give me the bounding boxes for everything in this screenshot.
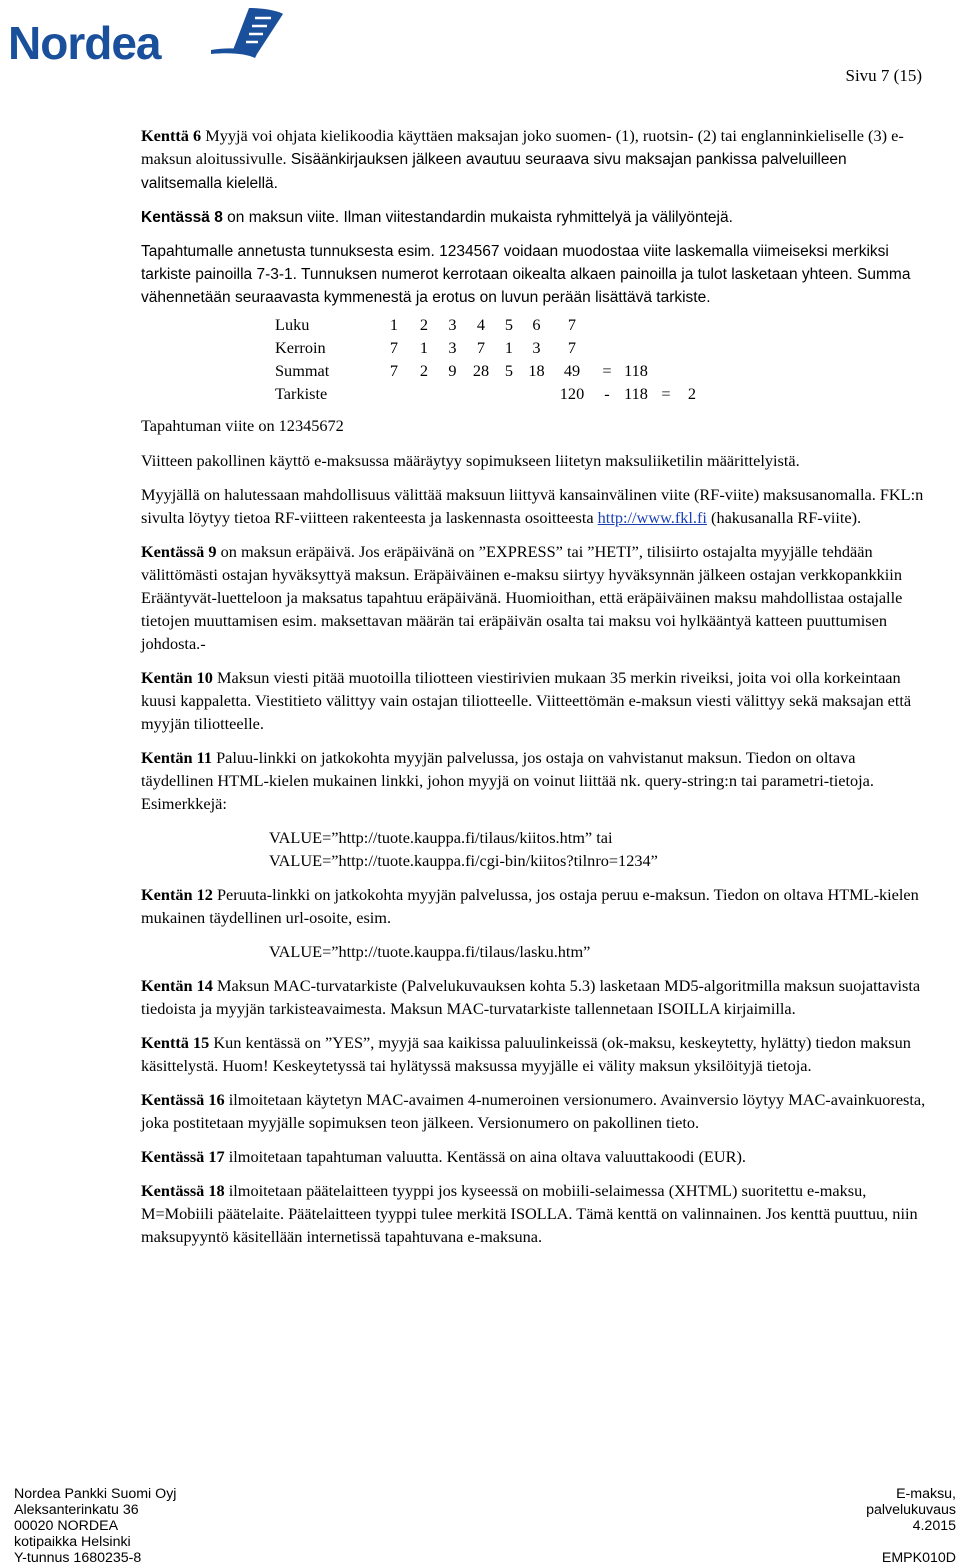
footer-line: 00020 NORDEA [14, 1518, 119, 1534]
field-lead: Kenttä 6 [141, 126, 202, 145]
table-cell: 9 [448, 361, 457, 380]
nordea-sail-icon [211, 6, 283, 62]
paragraph-kentta-6 [141, 124, 931, 195]
paragraph-text: Myyjällä on halutessaan mahdollisuus välittää maksuun liittyvä kansainvälinen viite (RF-viite) maksusanomalla. FKL:n sivulta löytyy tietoa RF-viitteen rakenteesta ja laskennasta osoitteesta [141, 485, 924, 527]
paragraph-kentta-15 [141, 1031, 931, 1077]
nordea-logo [8, 6, 278, 68]
paragraph-kentta-10 [141, 666, 931, 735]
table-row [275, 382, 703, 405]
paragraph-text: 1234567 voidaan muodostaa viite laskemalla viimeiseksi merkiksi tarkiste painoilla 7-3-1. [141, 243, 889, 283]
table-cell: 3 [448, 315, 457, 334]
table-cell: 5 [504, 315, 514, 334]
table-cell: 118 [624, 361, 648, 380]
footer-line: palvelukuvaus [866, 1502, 956, 1518]
table-cell [496, 382, 522, 405]
paragraph-text: ilmoitetaan käytetyn MAC-avaimen 4-numeroinen versionumero. Avainversio löytyy MAC-avainkuoresta, joka postitetaan myyjälle sopimuksen teon jälkeen. Versionumero on pakollinen tieto. [141, 1090, 926, 1132]
paragraph-text: ilmoitetaan päätelaitteen tyyppi jos kyseessä on mobiili-selaimessa (XHTML) suoritettu e-maksu, M=Mobiili päätelaite. Päätelaitteen tyyppi tulee merkitä ISOLLA. Tämä kenttä on valinnainen. Jos kenttä puuttuu, niin maksupyyntö käsitellään internetissä tapahtuvana e-maksuna. [141, 1181, 918, 1246]
paragraph-text: Summa vähennetään seuraavasta kymmenestä ja erotus on luvun perään lisättävä tarkiste. [141, 266, 911, 306]
table-cell [651, 313, 681, 336]
reference-example: Tapahtuman viite on 12345672 [141, 416, 344, 435]
table-cell [651, 359, 681, 382]
table-row [275, 336, 703, 359]
table-cell: 7 [476, 338, 486, 357]
paragraph-text: ilmoitetaan tapahtuman valuutta. Kentässä on aina oltava valuuttakoodi (EUR). [224, 1147, 746, 1166]
field-lead: Kentässä 17 [141, 1147, 225, 1166]
table-cell [681, 336, 703, 359]
table-row [275, 313, 703, 336]
footer-line: kotipaikka Helsinki [14, 1534, 131, 1550]
table-cell [379, 382, 409, 405]
table-cell: 6 [532, 315, 541, 334]
table-cell [621, 313, 651, 336]
field-lead: Kentässä 16 [141, 1090, 225, 1109]
table-cell: = [661, 384, 671, 403]
paragraph-kentta-17 [141, 1145, 931, 1168]
paragraph-text: Paluu-linkki on jatkokohta myyjän palvelussa, jos ostaja on vahvistanut maksun. Tiedon on oltava täydellinen HTML-kielen mukainen linkki, johon myyjä on voinut liittää nk. query-string:n tai parametri-tietoja. Esimerkkejä: [141, 748, 874, 813]
check-digit-table [275, 313, 703, 405]
paragraph-kentta-18 [141, 1179, 931, 1248]
field-lead: Kentän 10 [141, 668, 213, 687]
table-cell: 2 [419, 361, 429, 380]
table-row [275, 359, 703, 382]
table-cell: 7 [389, 361, 399, 380]
paragraph-kentta-14 [141, 974, 931, 1020]
field-lead: Kentän 12 [141, 885, 213, 904]
paragraph-pakollinen: Viitteen pakollinen käyttö e-maksussa määräytyy sopimukseen liitetyn maksuliiketilin määrittelyistä. [141, 451, 800, 470]
paragraph-kentta-8 [141, 206, 931, 229]
field-lead: Kentässä 18 [141, 1181, 225, 1200]
footer-line: EMPK010D [881, 1550, 956, 1566]
table-cell: 7 [567, 338, 577, 357]
logo-wordmark: Nordea [8, 17, 161, 69]
fkl-link[interactable]: http://www.fkl.fi [597, 508, 707, 527]
paragraph-kentta-9 [141, 540, 931, 655]
paragraph-kentta-12 [141, 883, 931, 929]
code-example: VALUE=”http://tuote.kauppa.fi/cgi-bin/kiitos?tilnro=1234” [269, 851, 658, 870]
table-cell: 3 [448, 338, 457, 357]
table-cell: - [604, 384, 610, 403]
footer-document-info [866, 1486, 956, 1566]
table-cell: 3 [532, 338, 541, 357]
table-cell: 120 [559, 384, 585, 403]
field-lead: Kentän 11 [141, 748, 213, 767]
table-cell [439, 382, 466, 405]
table-cell: 2 [419, 315, 429, 334]
footer-line: Nordea Pankki Suomi Oyj [14, 1486, 177, 1502]
table-cell: 1 [504, 338, 514, 357]
table-cell [681, 359, 703, 382]
table-cell: 118 [624, 384, 648, 403]
row-label: Luku [275, 315, 310, 334]
footer-line [866, 1534, 956, 1550]
row-label: Tarkiste [275, 384, 328, 403]
row-label: Summat [275, 361, 330, 380]
paragraph-text: Tunnuksen numerot kerrotaan oikealta alkaen painoilla ja tulot lasketaan yhteen. [296, 266, 853, 283]
paragraph-tarkiste [141, 240, 931, 309]
table-cell: 1 [419, 338, 429, 357]
paragraph-text: Sisäänkirjauksen jälkeen avautuu seuraava sivu maksajan pankissa palveluilleen valitsemalla kielellä. [141, 151, 847, 192]
table-cell [593, 336, 621, 359]
paragraph-text: Myyjä voi ohjata kielikoodia käyttäen maksajan joko suomen- (1), ruotsin- (2) tai englanninkieliselle (3) e-maksun aloitussivulle. [141, 126, 904, 168]
code-example: VALUE=”http://tuote.kauppa.fi/tilaus/lasku.htm” [269, 942, 591, 961]
table-cell: 18 [528, 361, 545, 380]
table-cell [409, 382, 439, 405]
paragraph-rf-viite [141, 483, 931, 529]
table-cell: 7 [389, 338, 399, 357]
table-cell [593, 313, 621, 336]
paragraph-text: Peruuta-linkki on jatkokohta myyjän palvelussa, jos ostaja peruu e-maksun. Tiedon on oltava HTML-kielen mukainen täydellinen url-osoite, esim. [141, 885, 919, 927]
table-cell: 7 [567, 315, 577, 334]
paragraph-text: Maksun viesti pitää muotoilla tiliotteen viestirivien mukaan 35 merkin riveiksi, joita voi olla korkeintaan kuusi kappaletta. Viestitieto välittyy vain ostajan tiliotteelle. Viitteettömän e-maksun viesti välittyy sekä maksajan että myyjän tiliotteelle. [141, 668, 912, 733]
document-body [141, 124, 931, 1248]
field-lead: Kentän 14 [141, 976, 213, 995]
table-cell [522, 382, 551, 405]
field-lead: Kenttä 15 [141, 1033, 210, 1052]
table-cell [651, 336, 681, 359]
paragraph-kentta-16 [141, 1088, 931, 1134]
table-cell: 1 [389, 315, 399, 334]
table-cell: 5 [504, 361, 514, 380]
field-lead: Kentässä 9 [141, 542, 217, 561]
table-cell [681, 313, 703, 336]
table-cell: = [602, 361, 612, 380]
paragraph-text: (hakusanalla RF-viite). [706, 508, 862, 527]
table-cell: 2 [687, 384, 697, 403]
paragraph-text: on maksun viite. [222, 209, 340, 226]
footer-line: 4.2015 [912, 1518, 956, 1534]
footer-line: Aleksanterinkatu 36 [14, 1502, 139, 1518]
paragraph-text: on maksun eräpäivä. Jos eräpäivänä on ”EXPRESS” tai ”HETI”, tilisiirto ostajalta myyjälle tehdään välittömästi ostajan hyväksyttyä maksun. Eräpäiväinen e-maksu siirtyy hyväksynnän jälkeen ostajan verkkopankkiin Erääntyvät-luetteloon ja maksatus tapahtuu eräpäivänä. Huomioithan, että eräpäiväinen maksu mahdollistaa ostajalle tietojen muuttamisen esim. maksettavan määrän tai eräpäivän osalta tai maksu voi hylkääntyä katteen puuttumisen johdosta.- [141, 542, 903, 653]
paragraph-text: Maksun MAC-turvatarkiste (Palvelukuvauksen kohta 5.3) lasketaan MD5-algoritmilla maksun suojattavista tiedoista ja myyjän tarkisteavaimesta. Maksun MAC-turvatarkiste tallennetaan ISOILLA kirjaimilla. [141, 976, 921, 1018]
paragraph-text: Tapahtumalle annetusta tunnuksesta esim. [141, 243, 435, 260]
code-example: VALUE=”http://tuote.kauppa.fi/tilaus/kiitos.htm” tai [269, 828, 613, 847]
footer-line: Y-tunnus 1680235-8 [14, 1550, 142, 1566]
page-number: Sivu 7 (15) [845, 66, 922, 85]
table-cell: 49 [563, 361, 581, 380]
table-cell: 28 [472, 361, 490, 380]
footer-line: E-maksu, [896, 1486, 956, 1502]
table-cell [621, 336, 651, 359]
table-cell: 4 [476, 315, 486, 334]
paragraph-text: Kun kentässä on ”YES”, myyjä saa kaikissa paluulinkeissä (ok-maksu, keskeytetty, hylätty) tiedon maksun käsittelystä. Huom! Keskeytetyssä tai hylätyssä maksussa myyjälle ei välity maksun yksilöityjä tietoja. [141, 1033, 911, 1075]
table-cell [466, 382, 496, 405]
footer-company-info [14, 1486, 176, 1566]
paragraph-kentta-11 [141, 746, 931, 815]
row-label: Kerroin [275, 338, 326, 357]
field-lead: Kentässä 8 [141, 209, 223, 226]
paragraph-text: Ilman viitestandardin mukaista ryhmittelyä ja välilyöntejä. [339, 209, 733, 226]
